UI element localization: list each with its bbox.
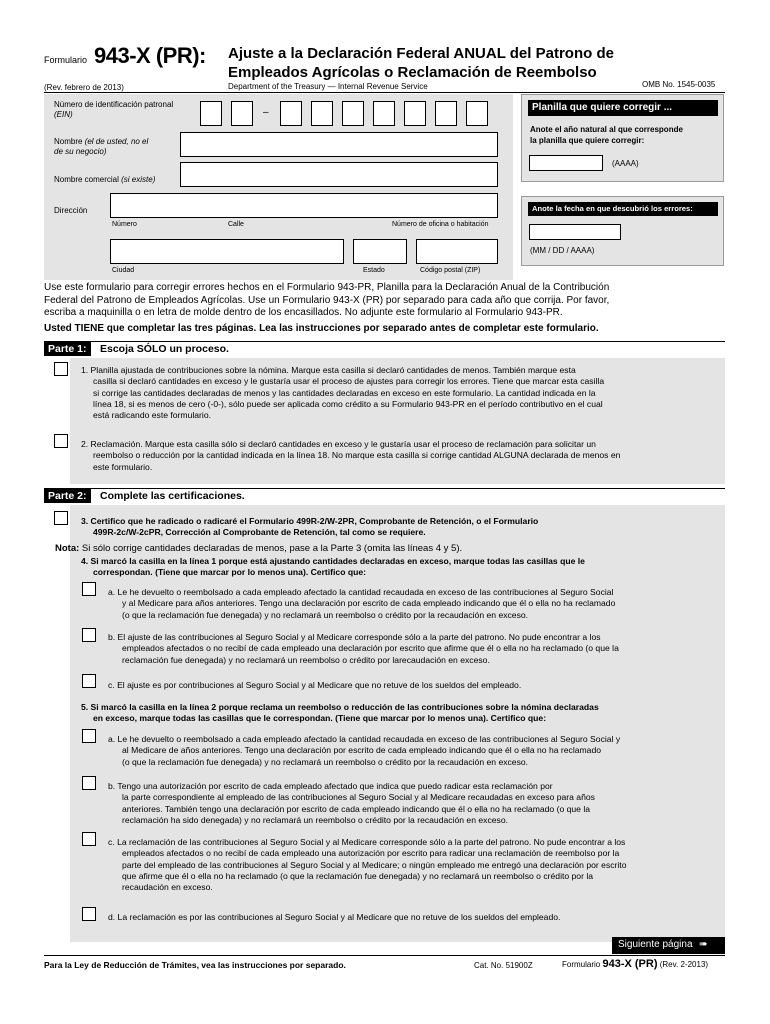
- catalog-number: Cat. No. 51900Z: [474, 961, 533, 970]
- department: Department of the Treasury — Internal Revenue Service: [228, 82, 428, 91]
- item5c-line: parte del empleado de las contribuciones al Seguro Social y al Medicare; o ningún empleado me entregó una declaración por escrito: [122, 859, 627, 870]
- footer-form-label: Formulario: [562, 960, 601, 969]
- item2-line: 2. Reclamación. Marque esta casilla sólo si declaró cantidades en exceso y le gustaría usar el proceso de reclamación para solicitar un: [81, 439, 596, 449]
- omb-number: OMB No. 1545-0035: [642, 80, 716, 89]
- item4c-text: [108, 680, 723, 691]
- numero-label: Número: [112, 221, 137, 228]
- title-line-1: Ajuste a la Declaración Federal ANUAL del Patrono de: [228, 45, 614, 62]
- ein-digit-box-3[interactable]: [280, 101, 302, 126]
- codigo-label: Código postal (ZIP): [420, 267, 481, 274]
- discovery-date-field[interactable]: [529, 224, 621, 240]
- year-format: (AAAA): [612, 159, 639, 168]
- item5d-line: d. La reclamación es por las contribuciones al Seguro Social y al Medicare que no retuve de los sueldos del empleado.: [108, 912, 561, 922]
- item3-checkbox[interactable]: [54, 511, 68, 525]
- date-format: (MM / DD / AAAA): [530, 246, 595, 255]
- ein-dash: –: [263, 107, 269, 118]
- ein-label: [54, 100, 173, 120]
- item5-line: en exceso, marque todas las casillas que le correspondan. (Tiene que marcar por lo menos una). Certifico que:: [93, 713, 547, 724]
- parte1-label: Parte 1:: [44, 342, 91, 356]
- item4b-line: reclamación fue denegada) y no reclamará un reembolso o crédito por larecaudación en exceso.: [122, 654, 490, 665]
- item5a-line: a. Le he devuelto o reembolsado a cada empleado afectado la cantidad recaudada en exceso de las contribuciones al Seguro Social y: [108, 734, 621, 744]
- page-title: [228, 44, 614, 82]
- trade-name-label: [54, 175, 155, 184]
- intro-line-2: Federal del Patrono de Empleados Agrícolas. Use un Formulario 943-X (PR) por separado para cada año que corrija. Por favor,: [44, 294, 610, 306]
- item4b-line: empleados afectados o no recibí de cada empleado una declaración por escrito que afirme que él o ella no ha reclamado (o que la: [122, 643, 619, 654]
- item1-line: si corrige las cantidades declaradas de menos y las cantidades declaradas en exceso en este formulario. La cantidad indicada en la: [93, 387, 596, 398]
- footer-rev: (Rev. 2-2013): [659, 960, 709, 969]
- item5c-line: empleados afectados o no recibí de cada empleado una autorización por escrito para radicar una reclamación de reembolso por la: [122, 848, 620, 859]
- item4a-line: (o que la reclamación fue denegada) y no reclamará un reembolso o crédito por la recaudación en exceso.: [122, 609, 529, 620]
- trade-label-text: Nombre comercial: [54, 175, 119, 184]
- item1-checkbox[interactable]: [54, 362, 68, 376]
- ciudad-label: Ciudad: [112, 267, 135, 274]
- item5a-line: (o que la reclamación fue denegada) y no reclamará un reembolso o crédito por la recaudación en exceso.: [122, 756, 529, 767]
- header-rule: [44, 92, 725, 93]
- intro-line-1: Use este formulario para corregir errores hechos en el Formulario 943-PR, Planilla para la Declaración Anual de la Contribución: [44, 282, 610, 293]
- item5-line: 5. Si marcó la casilla en la línea 2 porque reclama un reembolso o reducción de las contribuciones sobre la nómina declaradas: [81, 702, 599, 712]
- name-label: [54, 137, 148, 157]
- item5a-checkbox[interactable]: [82, 729, 96, 743]
- item5b-line: la parte correspondiente al empleado de las contribuciones al Seguro Social y al Medicare recaudadas en exceso para años: [122, 792, 595, 803]
- item5c-line: recaudación en exceso.: [122, 882, 213, 893]
- year-field[interactable]: [529, 155, 603, 171]
- item1-text: [81, 365, 721, 421]
- footer-form-number: 943-X (PR): [602, 958, 658, 970]
- item4a-text: [108, 587, 723, 621]
- discovery-date-title: Anote la fecha en que descubrió los errores:: [528, 202, 718, 216]
- address-label: Dirección: [54, 206, 88, 215]
- ein-digit-box-1[interactable]: [200, 101, 222, 126]
- next-page-label: Siguiente página: [618, 939, 693, 950]
- item4-line: correspondan. (Tiene que marcar por lo menos una). Certifico que:: [93, 567, 366, 578]
- item5c-checkbox[interactable]: [82, 832, 96, 846]
- item5a-text: [108, 734, 723, 768]
- ein-digit-box-7[interactable]: [404, 101, 426, 126]
- ein-digit-box-4[interactable]: [311, 101, 333, 126]
- oficina-label: Número de oficina o habitación: [392, 221, 489, 228]
- item5b-line: anteriores. También tengo una declaración por escrito de cada empleado indicando que él o ella no ha reclamado (o que la: [122, 803, 591, 814]
- ein-digit-box-8[interactable]: [435, 101, 457, 126]
- item2-text: [81, 439, 721, 473]
- ein-digit-box-2[interactable]: [231, 101, 253, 126]
- city-field[interactable]: [110, 239, 344, 264]
- ein-digit-box-9[interactable]: [466, 101, 488, 126]
- planilla-text: [530, 124, 683, 146]
- zip-field[interactable]: [416, 239, 498, 264]
- item4c-line: c. El ajuste es por contribuciones al Seguro Social y al Medicare que no retuve de los sueldos del empleado.: [108, 680, 522, 690]
- state-field[interactable]: [353, 239, 407, 264]
- item4b-line: b. El ajuste de las contribuciones al Seguro Social y al Medicare corresponde sólo a la parte del patrono. No pude encontrar a los: [108, 632, 601, 642]
- item4b-text: [108, 632, 723, 666]
- item5c-line: c. La reclamación de las contribuciones al Seguro Social y al Medicare corresponde sólo a la parte del patrono. No pude encontrar a los: [108, 837, 626, 847]
- arrow-right-icon: ➠: [699, 939, 708, 950]
- item4-line: 4. Si marcó la casilla en la línea 1 porque está ajustando cantidades declaradas en exceso, marque todas las casillas que le: [81, 556, 585, 566]
- parte1-header: [44, 341, 725, 356]
- item1-line: casilla si declaró cantidades en exceso y le gustaría usar el proceso de ajustes para corregir los errores. Tiene que marcar esta casilla: [93, 376, 605, 387]
- item4a-line: y al Medicare para años anteriores. Tengo una declaración por escrito de cada empleado indicando que él o ella no ha reclamado: [122, 598, 616, 609]
- item4b-checkbox[interactable]: [82, 628, 96, 642]
- revision-date: (Rev. febrero de 2013): [44, 83, 124, 92]
- form-label: Formulario: [44, 55, 88, 65]
- intro-text: [44, 282, 609, 320]
- item5-text: [81, 702, 721, 725]
- item2-checkbox[interactable]: [54, 434, 68, 448]
- footer-form: [562, 958, 708, 970]
- item5d-checkbox[interactable]: [82, 907, 96, 921]
- name-label-text: Nombre: [54, 137, 83, 146]
- item2-line: este formulario.: [93, 461, 153, 472]
- item5a-line: al Medicare de años anteriores. Tengo una declaración por escrito de cada empleado indicando que él o ella no ha reclamado: [122, 745, 602, 756]
- ein-label-sub: (EIN): [54, 110, 73, 119]
- name-field[interactable]: [180, 132, 498, 157]
- item5b-text: [108, 781, 723, 826]
- item5d-text: [108, 912, 723, 923]
- ein-label-text: Número de identificación patronal: [54, 100, 174, 109]
- name-label-sub1: (el de usted, no el: [84, 137, 149, 146]
- name-label-sub2: de su negocio): [54, 147, 107, 156]
- footer-rule: [44, 955, 725, 956]
- item4a-line: a. Le he devuelto o reembolsado a cada empleado afectado la cantidad recaudada en exceso de las contribuciones al Seguro Social: [108, 587, 614, 597]
- parte2-label: Parte 2:: [44, 489, 91, 503]
- item4a-checkbox[interactable]: [82, 582, 96, 596]
- item1-line: línea 18, si es menos de cero (-0-), sólo puede ser aplicada como crédito a su Formulario 943-PR en el período contributivo en el cual: [93, 398, 603, 409]
- parte2-header: [44, 488, 725, 503]
- item5b-line: b. Tengo una autorización por escrito de cada empleado afectado que indica que puedo radicar esta reclamación por: [108, 781, 553, 791]
- nota: [55, 543, 462, 554]
- nota-label: Nota:: [55, 543, 80, 554]
- item1-line: 1. Planilla ajustada de contribuciones sobre la nómina. Marque esta casilla si declaró cantidades de menos. También marque esta: [81, 365, 576, 375]
- item4c-checkbox[interactable]: [82, 674, 96, 688]
- parte2-title: Complete las certificaciones.: [100, 490, 245, 502]
- ein-digit-box-6[interactable]: [373, 101, 395, 126]
- must-complete-notice: Usted TIENE que completar las tres páginas. Lea las instrucciones por separado antes de completar este formulario.: [44, 323, 599, 334]
- parte1-title: Escoja SÓLO un proceso.: [100, 343, 229, 355]
- item5c-line: que afirme que él o ella no ha reclamado (o que la reclamación fue denegada) y no reclamará un reembolso o crédito por la: [122, 870, 594, 881]
- title-line-2: Empleados Agrícolas o Reclamación de Reembolso: [228, 64, 597, 81]
- calle-label: Calle: [228, 221, 244, 228]
- item5b-checkbox[interactable]: [82, 776, 96, 790]
- item3-line: 3. Certifico que he radicado o radicaré el Formulario 499R-2/W-2PR, Comprobante de Retención, o el Formulario: [81, 516, 539, 526]
- item2-line: reembolso o reducción por la cantidad indicada en la línea 18. No marque esta casilla si corrige cantidad ALGUNA declarada de menos en: [93, 450, 621, 461]
- estado-label: Estado: [363, 267, 385, 274]
- planilla-title: Planilla que quiere corregir ...: [528, 100, 718, 116]
- trade-label-sub: (si existe): [121, 175, 156, 184]
- trade-name-field[interactable]: [180, 162, 498, 187]
- street-address-field[interactable]: [110, 193, 498, 218]
- nota-text: Si sólo corrige cantidades declaradas de menos, pase a la Parte 3 (omita las líneas 4 y 5).: [81, 543, 463, 554]
- item3-text: [81, 516, 721, 539]
- ein-digit-box-5[interactable]: [342, 101, 364, 126]
- form-number: 943-X (PR):: [94, 43, 206, 68]
- planilla-text-1: Anote el año natural al que corresponde: [530, 125, 683, 134]
- item5c-text: [108, 837, 723, 893]
- intro-line-3: escriba a maquinilla o en letra de molde dentro de los encasillados. No adjunte este formulario al Formulario 943-PR.: [44, 307, 563, 318]
- item4-text: [81, 556, 721, 579]
- next-page-button[interactable]: [612, 937, 725, 954]
- item1-line: está radicando este formulario.: [93, 410, 211, 421]
- planilla-text-2: la planilla que quiere corregir:: [530, 136, 645, 145]
- item3-line: 499R-2c/W-2cPR, Corrección al Comprobante de Retención, tal como se requiere.: [93, 527, 426, 538]
- paperwork-notice: Para la Ley de Reducción de Trámites, vea las instrucciones por separado.: [44, 960, 346, 970]
- item5b-line: reclamación ha sido denegada) y no reclamará un reembolso o crédito por la recaudación en exceso.: [122, 814, 508, 825]
